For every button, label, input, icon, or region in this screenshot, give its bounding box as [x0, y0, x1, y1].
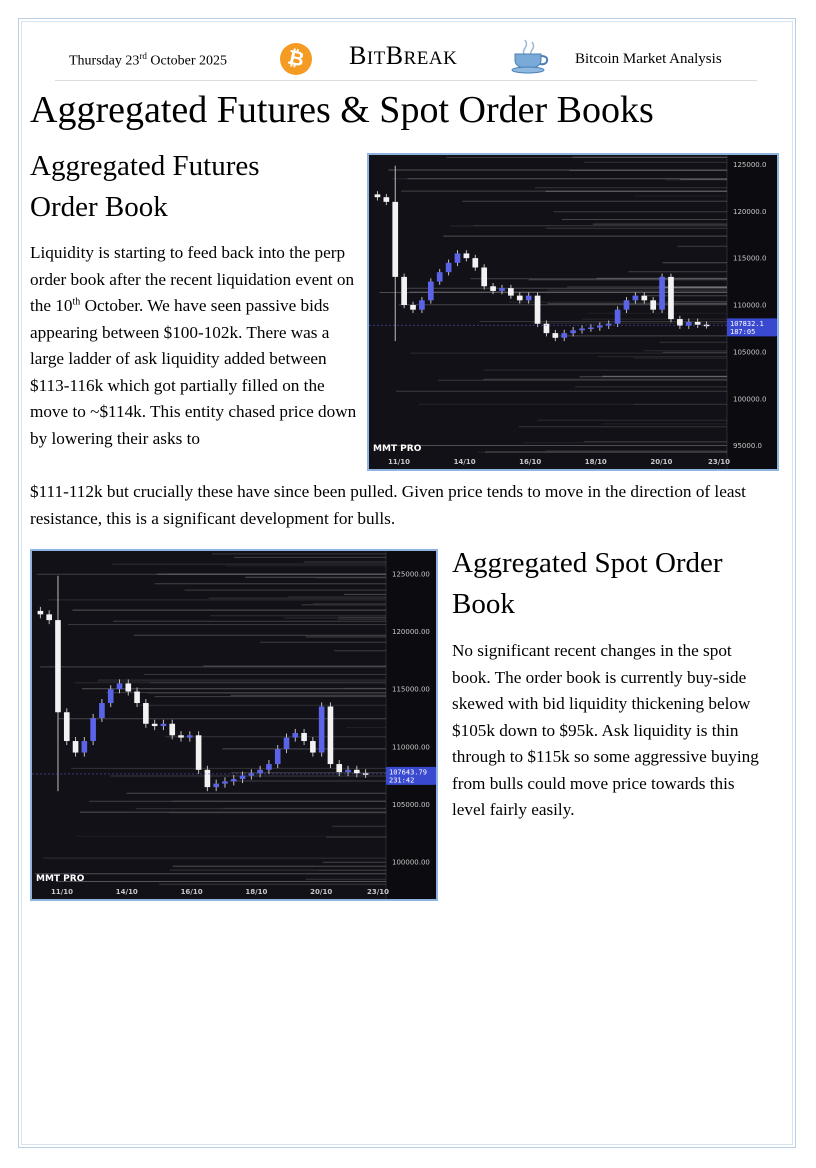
y-tick-label: 120000.00	[392, 628, 430, 637]
x-tick-label: 20/10	[650, 458, 673, 466]
candle-body	[38, 611, 44, 614]
candle-body	[517, 296, 523, 301]
futures-paragraph-sup: th	[72, 296, 81, 308]
candle-body	[64, 712, 70, 741]
candle-body	[240, 776, 246, 779]
candle-body	[205, 770, 211, 787]
candle-body	[125, 683, 131, 691]
candle-body	[641, 296, 647, 301]
candle-body	[336, 764, 342, 772]
futures-chart-svg	[369, 155, 777, 469]
futures-orderbook-chart	[367, 153, 779, 471]
chart-watermark: MMT PRO	[36, 874, 85, 884]
spot-chart-svg	[32, 551, 436, 899]
candle-body	[552, 333, 558, 338]
brand-b: B	[349, 41, 367, 70]
x-tick-label: 11/10	[387, 458, 411, 466]
candle-body	[464, 253, 470, 258]
candle-body	[117, 683, 123, 689]
candle-body	[178, 735, 184, 737]
candle-body	[419, 300, 425, 309]
brand-b2: B	[385, 41, 404, 70]
header-date-suffix: rd	[139, 51, 147, 61]
candle-body	[213, 784, 219, 787]
candle-body	[579, 328, 585, 330]
header-date-day: Thursday 23	[69, 53, 140, 69]
y-tick-label: 105000.0	[733, 348, 767, 357]
spot-heading: Aggregated Spot Order Book	[452, 547, 723, 620]
futures-paragraph-continued: $111-112k but crucially these have since been pulled. Given price tends to move in the direction of least resistance, this is a significant development for bulls.	[30, 482, 746, 528]
candle-body	[446, 263, 452, 272]
spot-paragraph: No significant recent changes in the spot book. The order book is currently buy-side skewed with bid liquidity thickening below $105k down to $95k. Ask liquidity is thin through to $115k so some aggressive buying from bulls could move price towards this level fairly easily.	[452, 641, 759, 819]
candle-body	[677, 319, 683, 326]
y-tick-label: 100000.00	[392, 858, 430, 867]
y-axis-panel	[386, 551, 436, 899]
y-tick-label: 105000.00	[392, 800, 430, 809]
bitcoin-icon	[280, 43, 312, 75]
chart-watermark: MMT PRO	[373, 444, 422, 454]
candle-body	[490, 286, 496, 291]
candle-body	[301, 733, 307, 741]
candle-body	[108, 689, 114, 703]
candle-body	[152, 724, 158, 726]
x-tick-label: 14/10	[115, 888, 138, 896]
spot-orderbook-chart	[30, 549, 438, 901]
candle-body	[196, 735, 202, 770]
x-tick-label: 11/10	[50, 888, 74, 896]
candle-body	[354, 770, 360, 773]
candle-body	[481, 268, 487, 287]
y-tick-label: 95000.0	[733, 442, 762, 451]
candle-body	[570, 330, 576, 333]
x-tick-label: 23/10	[707, 458, 731, 466]
candle-body	[231, 779, 237, 781]
candle-body	[257, 770, 263, 773]
candle-body	[82, 741, 88, 753]
candle-body	[46, 614, 52, 620]
page-header	[55, 38, 757, 81]
x-tick-label: 18/10	[245, 888, 268, 896]
candle-body	[319, 706, 325, 752]
candle-body	[73, 741, 79, 753]
candle-body	[134, 692, 140, 704]
y-tick-label: 125000.0	[733, 160, 767, 169]
candle-body	[526, 296, 532, 301]
candle-body	[328, 706, 334, 764]
x-tick-label: 23/10	[366, 888, 390, 896]
brand-logo-text	[349, 41, 457, 71]
candle-body	[99, 703, 105, 718]
price-tag-label: 107832.1	[730, 319, 764, 328]
y-tick-label: 110000.0	[733, 301, 767, 310]
candle-body	[55, 620, 61, 712]
brand-it: IT	[366, 48, 386, 69]
y-tick-label: 120000.0	[733, 207, 767, 216]
candle-body	[455, 253, 461, 262]
futures-heading: Aggregated Futures Order Book	[30, 150, 260, 223]
candle-body	[588, 328, 594, 330]
candle-body	[187, 735, 193, 737]
candle-body	[535, 296, 541, 324]
candle-body	[615, 310, 621, 324]
candle-body	[401, 277, 407, 305]
candle-body	[428, 282, 434, 301]
candle-body	[266, 764, 272, 770]
futures-paragraph-part1: Liquidity is starting to feed back into the perp order book after the recent liquidation event on the 10	[30, 243, 355, 315]
timer-tag-label: 231:42	[389, 776, 415, 785]
candle-body	[499, 288, 505, 291]
candle-body	[310, 741, 316, 753]
page-title: Aggregated Futures & Spot Order Books	[30, 89, 654, 131]
candle-body	[222, 781, 228, 783]
futures-paragraph	[30, 240, 360, 452]
candle-body	[90, 718, 96, 741]
y-tick-label: 125000.00	[392, 570, 430, 579]
x-tick-label: 18/10	[584, 458, 607, 466]
y-tick-label: 115000.00	[392, 685, 430, 694]
candle-body	[375, 194, 381, 197]
candle-body	[508, 288, 514, 296]
candle-body	[659, 277, 665, 310]
header-date	[69, 51, 227, 70]
candle-body	[345, 770, 351, 772]
coffee-cup-icon	[510, 38, 550, 74]
brand-reak: REAK	[403, 48, 458, 69]
candle-body	[275, 749, 281, 764]
x-tick-label: 14/10	[453, 458, 476, 466]
candle-body	[143, 703, 149, 724]
bitcoin-glyph: ₿	[285, 44, 307, 72]
y-tick-label: 100000.0	[733, 395, 767, 404]
x-tick-label: 20/10	[310, 888, 333, 896]
y-axis-panel	[727, 155, 777, 469]
timer-tag-label: 187:05	[730, 327, 756, 336]
candle-body	[284, 738, 290, 750]
candle-body	[633, 296, 639, 301]
candle-body	[292, 733, 298, 738]
y-tick-label: 110000.00	[392, 743, 430, 752]
x-tick-label: 16/10	[180, 888, 203, 896]
candle-body	[624, 300, 630, 309]
price-tag-label: 107643.79	[389, 768, 427, 777]
x-tick-label: 16/10	[519, 458, 542, 466]
candle-body	[695, 322, 701, 325]
candle-body	[410, 305, 416, 310]
candle-body	[668, 277, 674, 319]
candle-body	[561, 333, 567, 338]
candle-body	[650, 300, 656, 309]
candle-body	[597, 326, 603, 328]
candle-body	[392, 202, 398, 277]
header-subtitle: Bitcoin Market Analysis	[575, 51, 722, 67]
y-tick-label: 115000.0	[733, 254, 767, 263]
candle-body	[437, 272, 443, 281]
header-date-rest: October 2025	[146, 53, 227, 69]
candle-body	[472, 258, 478, 267]
futures-paragraph-part2: October. We have seen passive bids appearing between $100-102k. There was a large ladder of ask liquidity added between $113-116k which got partially filled on the move to ~$114k. This entity chased price down by lowering their asks to	[30, 296, 357, 448]
candle-body	[383, 197, 389, 202]
candle-body	[169, 724, 175, 736]
candle-body	[161, 724, 167, 726]
